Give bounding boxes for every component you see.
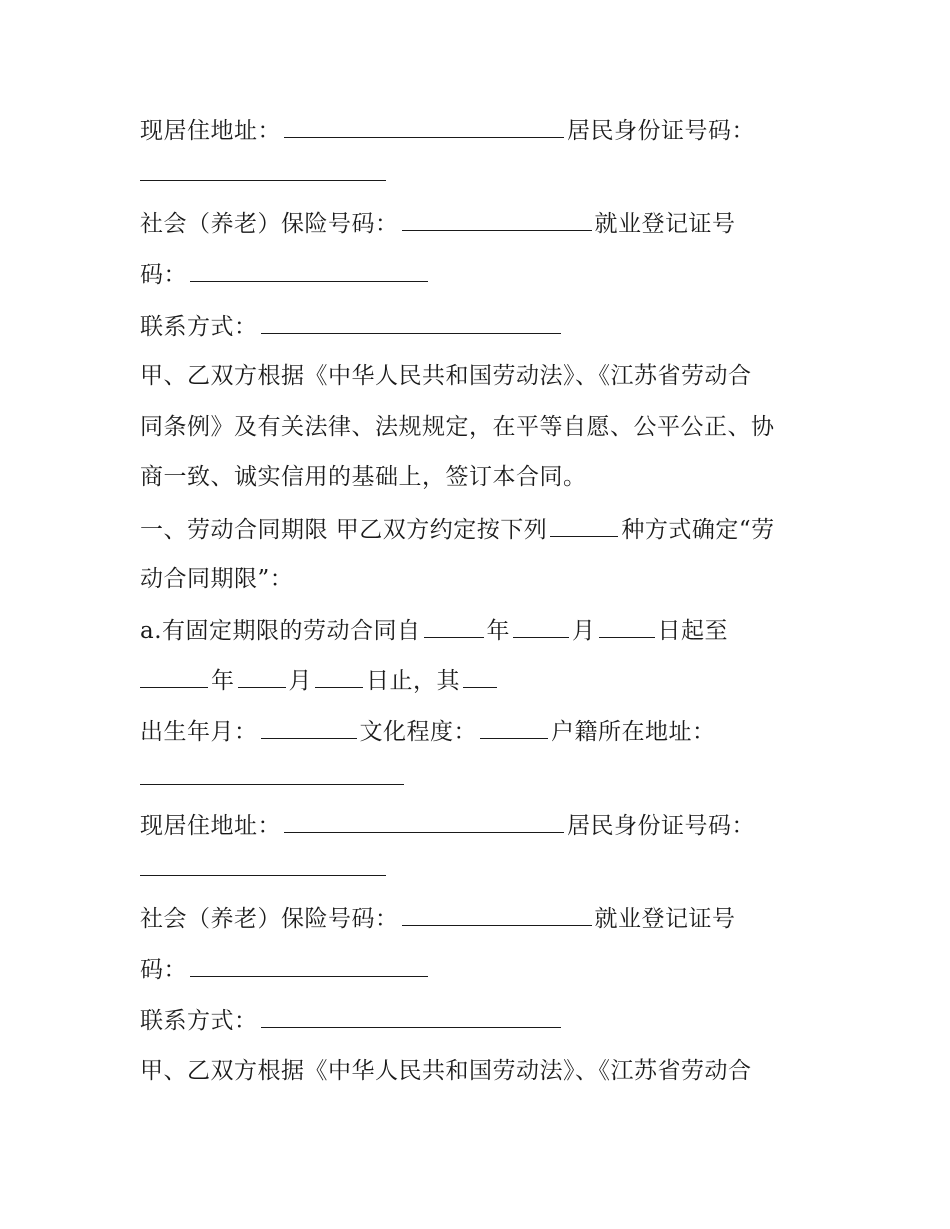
insurance-label: 社会（养老）保险号码： (140, 906, 399, 932)
education-label: 文化程度： (359, 719, 477, 745)
employment-cert-label-cont: 码： (140, 262, 187, 288)
day-label: 日起至 (657, 618, 729, 644)
address-blank (284, 810, 564, 833)
address-label: 现居住地址： (140, 813, 281, 839)
id-number-blank (140, 158, 386, 181)
paragraph-line: 商一致、诚实信用的基础上，签订本合同。 (140, 464, 587, 490)
end-day-blank (315, 665, 363, 688)
fixed-term-line (140, 615, 728, 646)
birth-label: 出生年月： (140, 719, 258, 745)
birth-blank (261, 716, 357, 739)
start-year-blank (424, 615, 484, 638)
contact-label: 联系方式： (140, 1008, 258, 1034)
month-label: 月 (572, 618, 596, 644)
contact-line (140, 311, 564, 342)
household-blank (140, 762, 404, 785)
month-label: 月 (288, 668, 312, 694)
insurance-label: 社会（养老）保险号码： (140, 211, 399, 237)
employment-cert-blank (190, 259, 428, 282)
id-number-blank-line (140, 158, 389, 189)
id-number-label: 居民身份证号码： (567, 118, 755, 144)
day-label: 日止，其 (366, 668, 460, 694)
employment-cert-blank (190, 954, 428, 977)
paragraph-line: 同条例》及有关法律、法规规定，在平等自愿、公平公正、协 (140, 414, 775, 440)
contact-line (140, 1005, 564, 1036)
id-number-blank-line (140, 853, 389, 884)
employment-cert-label: 就业登记证号 (594, 211, 736, 237)
insurance-line (140, 903, 736, 934)
fixed-term-text: a.有固定期限的劳动合同自 (140, 618, 421, 644)
contract-term-line (140, 514, 775, 545)
year-label: 年 (486, 618, 511, 644)
household-label: 户籍所在地址： (551, 719, 716, 745)
address-line (140, 810, 755, 841)
birth-education-line (140, 716, 716, 747)
household-blank-line (140, 762, 407, 793)
address-label: 现居住地址： (140, 118, 281, 144)
id-number-label: 居民身份证号码： (567, 813, 755, 839)
paragraph-line: 甲、乙双方根据《中华人民共和国劳动法》、《江苏省劳动合 (140, 363, 752, 389)
contact-blank (261, 311, 561, 334)
end-year-blank (140, 665, 208, 688)
address-line (140, 115, 755, 146)
contract-term-text: 一、劳动合同期限 甲乙双方约定按下列 (140, 517, 548, 543)
year-label: 年 (211, 668, 235, 694)
employment-cert-line (140, 259, 431, 290)
fixed-term-end-line (140, 665, 500, 696)
address-blank (284, 115, 564, 138)
contract-term-line-2: 动合同期限”： (140, 566, 294, 592)
employment-cert-label: 就业登记证号 (594, 906, 736, 932)
start-month-blank (513, 615, 569, 638)
id-number-blank (140, 853, 386, 876)
education-blank (480, 716, 548, 739)
end-month-blank (238, 665, 286, 688)
contact-label: 联系方式： (140, 314, 258, 340)
insurance-blank (402, 208, 592, 231)
insurance-line (140, 208, 736, 239)
contact-blank (261, 1005, 561, 1028)
employment-cert-label-cont: 码： (140, 957, 187, 983)
term-type-blank (550, 514, 618, 537)
employment-cert-line (140, 954, 431, 985)
insurance-blank (402, 903, 592, 926)
other-blank (463, 665, 497, 688)
contract-term-text-cont: 种方式确定“劳 (621, 517, 775, 543)
paragraph-line: 甲、乙双方根据《中华人民共和国劳动法》、《江苏省劳动合 (140, 1058, 752, 1084)
start-day-blank (599, 615, 655, 638)
